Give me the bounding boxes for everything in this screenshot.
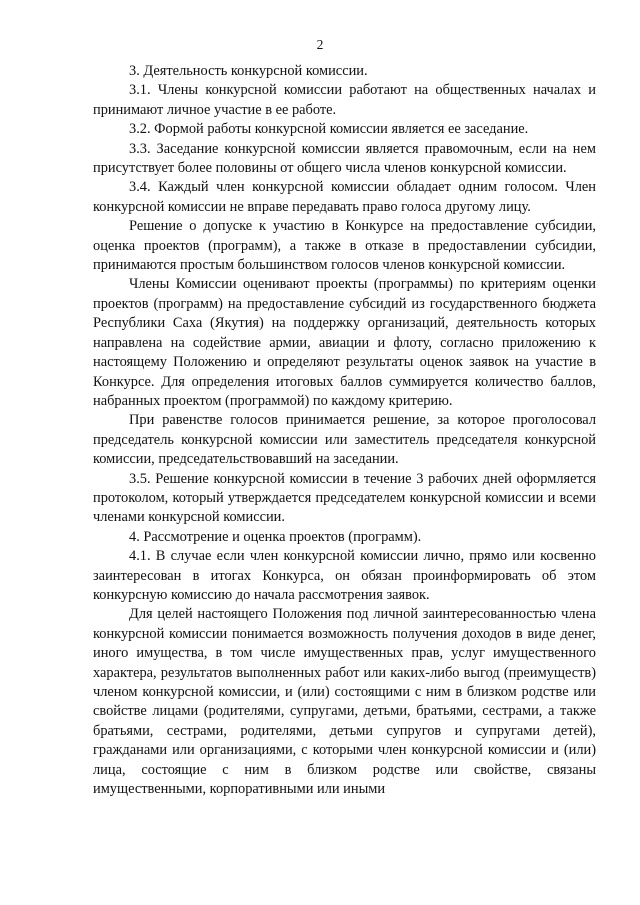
paragraph-personal-interest: Для целей настоящего Положения под личной заинтересованностью члена конкурсной комиссии понимается возможность получения доходов в виде денег, иного имущества, в том числе имущественных прав, услуг имущественного характера, результатов выполненных работ или каких-либо выгод (преимуществ) членом конкурсной комиссии, и (или) состоящими с ним в близком родстве или свойстве лицами (родителями, супругами, детьми, братьями, сестрами, а также братьями, сестрами, родителями, детьми супругов и супругами детей), гражданами или организациями, с которыми член конкурсной комиссии и (или) лица, состоящие с ним в близком родстве или свойстве, связаны имущественными, корпоративными или иными xyxy=(93,606,596,798)
section-4-heading: 4. Рассмотрение и оценка проектов (программ). xyxy=(129,528,422,545)
page-number: 2 xyxy=(316,37,324,52)
clause-3-3: 3.3. Заседание конкурсной комиссии является правомочным, если на нем присутствует более половины от общего числа членов конкурсной комиссии. xyxy=(93,140,596,177)
section-3-heading: 3. Деятельность конкурсной комиссии. xyxy=(129,63,368,79)
clause-3-1: 3.1. Члены конкурсной комиссии работают на общественных началах и принимают личное участие в ее работе. xyxy=(93,82,596,118)
paragraph-tie-vote: При равенстве голосов принимается решение, за которое проголосовал председатель конкурсной комиссии или заместитель председателя конкурсной комиссии, председательствовавший на заседании. xyxy=(93,412,596,468)
clause-4-1: 4.1. В случае если член конкурсной комиссии лично, прямо или косвенно заинтересован в итогах Конкурса, он обязан проинформировать об этом конкурсную комиссию до начала рассмотрения заявок. xyxy=(93,548,596,603)
clause-3-2: 3.2. Формой работы конкурсной комиссии является ее заседание. xyxy=(129,121,529,138)
clause-3-5: 3.5. Решение конкурсной комиссии в течение 3 рабочих дней оформляется протоколом, который утверждается председателем конкурсной комиссии и всеми членами конкурсной комиссии. xyxy=(93,470,596,526)
document-body xyxy=(93,62,596,799)
clause-3-4: 3.4. Каждый член конкурсной комиссии обладает одним голосом. Член конкурсной комиссии не вправе передавать право голоса другому лицу. xyxy=(93,179,596,215)
paragraph-admission-decision: Решение о допуске к участию в Конкурсе на предоставление субсидии, оценка проектов (программ), а также в отказе в предоставлении субсидии, принимаются простым большинством голосов членов конкурсной комиссии. xyxy=(93,218,596,274)
paragraph-evaluation-criteria: Члены Комиссии оценивают проекты (программы) по критериям оценки проектов (программ) на предоставление субсидий из государственного бюджета Республики Саха (Якутия) на поддержку организаций, деятельность которых направлена на содействие армии, авиации и флоту, согласно приложению к настоящему Положению и определяют результаты оценок заявок на участие в Конкурсе. Для определения итоговых баллов суммируется количество баллов, набранных проектом (программой) по каждому критерию. xyxy=(93,276,596,409)
